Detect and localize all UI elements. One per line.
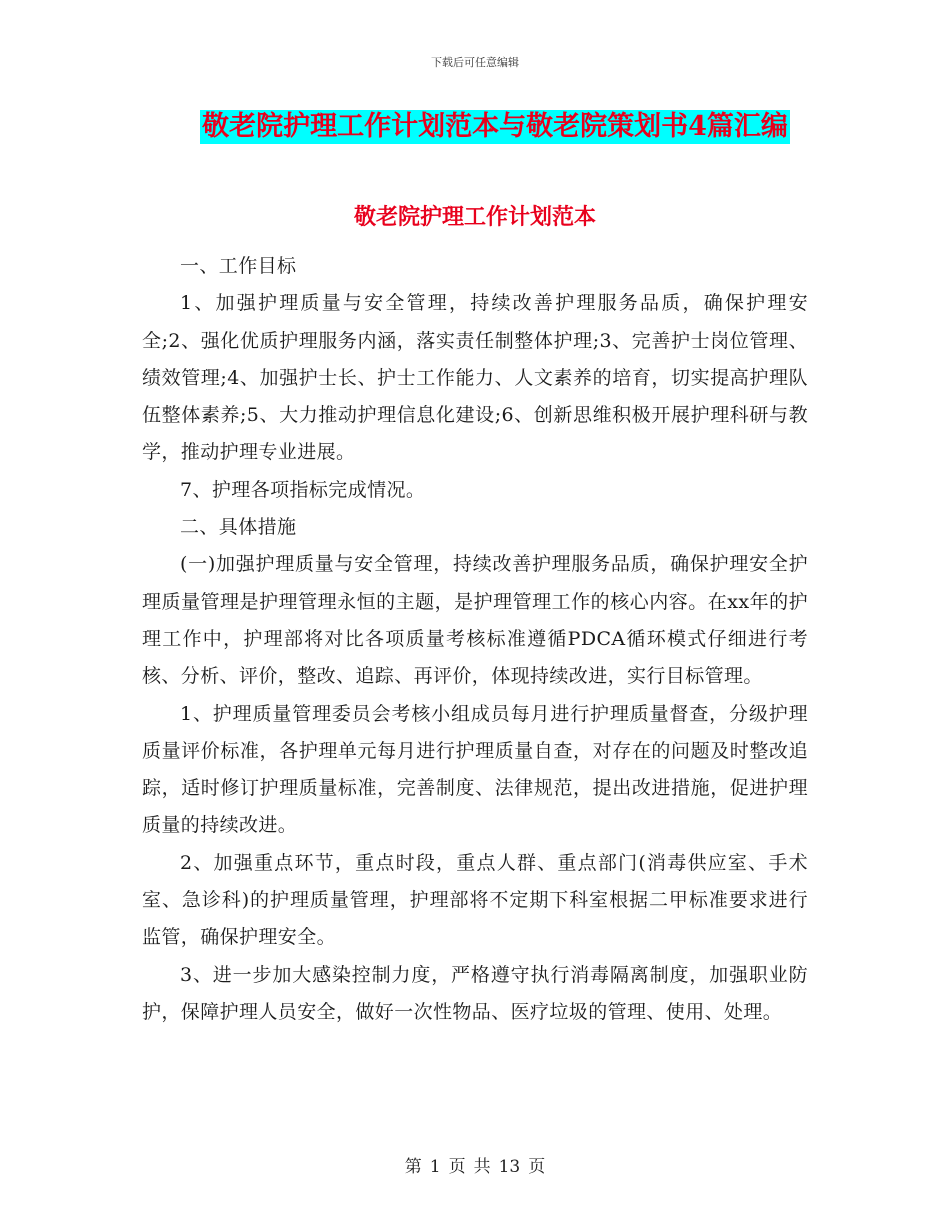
document-title: 敬老院护理工作计划范本与敬老院策划书4篇汇编 bbox=[202, 111, 788, 142]
paragraph-measure-1: 1、护理质量管理委员会考核小组成员每月进行护理质量督查，分级护理质量评价标准，各护理单元每月进行护理质量自查，对存在的问题及时整改追踪，适时修订护理质量标准，完善制度、法律规范，提出改进措施，促进护理质量的持续改进。 bbox=[142, 702, 808, 837]
heading-work-goals: 一、工作目标 bbox=[180, 255, 297, 277]
paragraph-goal-7: 7、护理各项指标完成情况。 bbox=[180, 478, 426, 501]
document-body bbox=[142, 248, 808, 1031]
section-title: 敬老院护理工作计划范本 bbox=[353, 204, 596, 230]
footer-total-prefix: 共 bbox=[473, 1157, 491, 1177]
heading-specific-measures: 二、具体措施 bbox=[180, 516, 297, 539]
document-title-container bbox=[0, 110, 950, 144]
footer-prefix: 第 bbox=[404, 1157, 422, 1177]
footer-total-pages: 13 bbox=[498, 1157, 521, 1177]
paragraph-measure-intro: (一)加强护理质量与安全管理，持续改善护理服务品质，确保护理安全护理质量管理是护理管理永恒的主题，是护理管理工作的核心内容。在xx年的护理工作中，护理部将对比各项质量考核标准遵循PDCA循环模式仔细进行考核、分析、评价，整改、追踪、再评价，体现持续改进，实行目标管理。 bbox=[142, 553, 808, 688]
header-note: 下载后可任意编辑 bbox=[431, 56, 519, 69]
paragraph-goals-list: 1、加强护理质量与安全管理，持续改善护理服务品质，确保护理安全;2、强化优质护理服务内涵，落实责任制整体护理;3、完善护士岗位管理、绩效管理;4、加强护士长、护士工作能力、人文素养的培育，切实提高护理队伍整体素养;5、大力推动护理信息化建设;6、创新思维积极开展护理科研与教学，推动护理专业进展。 bbox=[142, 292, 808, 464]
page-footer bbox=[0, 1152, 950, 1177]
footer-page-number: 1 bbox=[429, 1157, 441, 1177]
footer-page-word: 页 bbox=[448, 1157, 466, 1177]
paragraph-measure-2: 2、加强重点环节，重点时段，重点人群、重点部门(消毒供应室、手术室、急诊科)的护理质量管理，护理部将不定期下科室根据二甲标准要求进行监管，确保护理安全。 bbox=[142, 851, 808, 949]
footer-suffix: 页 bbox=[528, 1157, 546, 1177]
paragraph-measure-3: 3、进一步加大感染控制力度，严格遵守执行消毒隔离制度，加强职业防护，保障护理人员安全，做好一次性物品、医疗垃圾的管理、使用、处理。 bbox=[142, 963, 808, 1023]
